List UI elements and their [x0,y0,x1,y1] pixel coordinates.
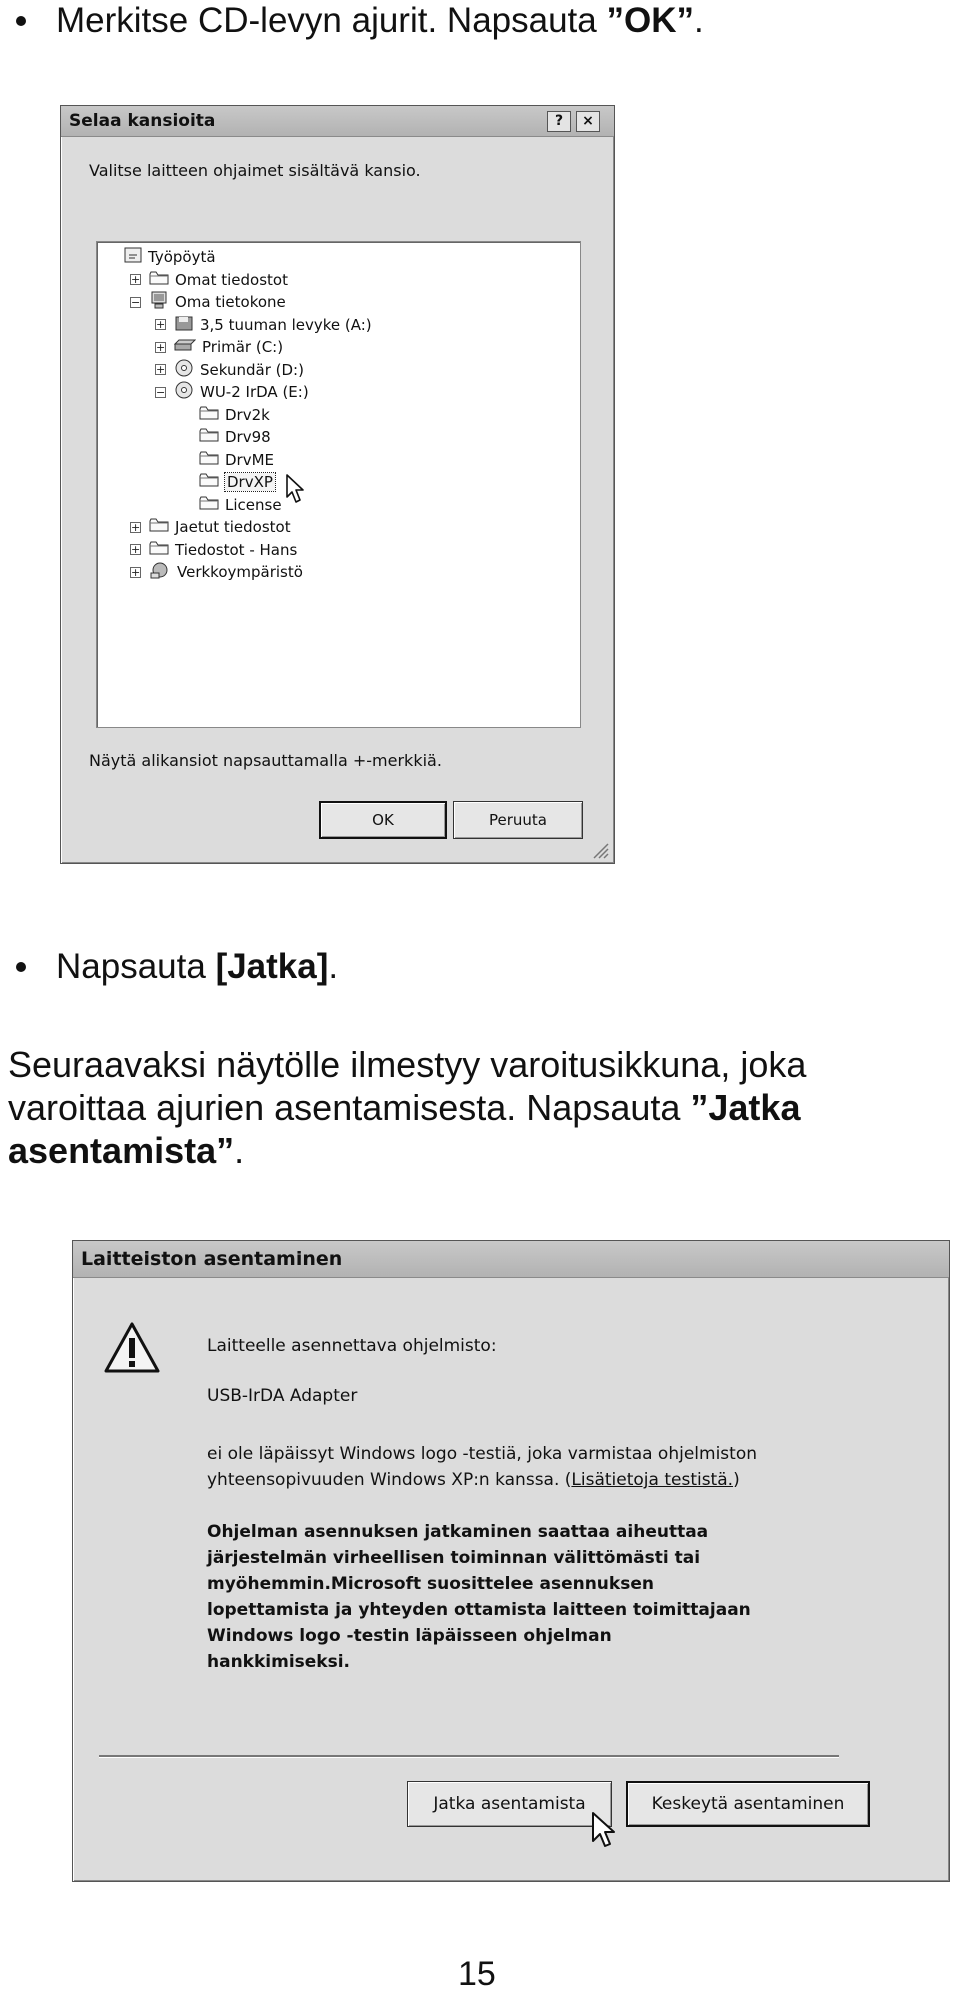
step2-suffix: . [328,947,339,986]
folder-icon [199,450,219,470]
cd-icon [174,380,194,404]
browse-folders-dialog [60,105,615,864]
step2-bullet [56,946,338,988]
folder-icon [199,405,219,425]
tree-item-label: WU-2 IrDA (E:) [200,383,309,401]
expand-icon[interactable]: + [131,543,141,556]
stop-install-button[interactable]: Keskeytä asentaminen [626,1781,870,1827]
warning-line: lopettamista ja yhteyden ottamista laitteen toimittajaan [207,1600,751,1620]
paragraph-bold: ”Jatka asentamista” [8,1087,801,1172]
tree-item[interactable] [180,449,274,471]
network-icon [149,561,171,583]
logo-test-line1: ei ole läpäissyt Windows logo -testiä, joka varmistaa ohjelmiston [207,1444,757,1464]
help-button[interactable]: ? [547,111,571,132]
warning-line: Ohjelman asennuksen jatkaminen saattaa aiheuttaa [207,1522,709,1542]
install-dialog-titlebar [73,1241,949,1278]
browse-instruction: Valitse laitteen ohjaimet sisältävä kansio. [89,161,421,180]
tree-item-label: Verkkoympäristö [177,563,303,581]
collapse-icon[interactable]: − [156,385,166,399]
paragraph-suffix: . [234,1130,245,1172]
tree-item-label: DrvXP [227,473,273,491]
warning-line: Windows logo -testin läpäisseen ohjelman [207,1626,612,1646]
tree-item-label: Oma tietokone [175,293,286,311]
tree-item[interactable] [180,404,270,426]
browse-dialog-titlebar [61,106,614,137]
warning-line: myöhemmin.Microsoft suosittelee asennuksen [207,1574,654,1594]
expand-icon[interactable]: + [156,340,166,354]
tree-item[interactable] [180,471,307,493]
folder-icon [149,540,169,560]
page-number: 15 [458,1955,496,1993]
tree-item-label: Drv98 [225,428,271,446]
tree-item[interactable] [180,426,271,448]
tree-item[interactable] [155,381,309,403]
folder-tree[interactable] [96,241,581,728]
hardware-install-dialog [72,1240,950,1882]
step2-text: Napsauta [56,947,216,986]
install-dialog-title: Laitteiston asentaminen [81,1248,343,1270]
software-label: Laitteelle asennettava ohjelmisto: [207,1336,497,1356]
tree-item[interactable] [130,516,291,538]
instruction-paragraph [8,1043,908,1173]
tree-item[interactable] [155,359,304,381]
tree-item-label: Drv2k [225,405,270,424]
tree-item-label: Tiedostot - Hans [175,540,298,559]
folder-icon [149,517,169,537]
mouse-cursor-icon [285,473,307,505]
computer-icon [149,291,169,313]
warning-line: hankkimiseksi. [207,1652,351,1672]
warning-line: järjestelmän virheellisen toiminnan välittömästi tai [207,1548,701,1568]
tree-item-label: 3,5 tuuman levyke (A:) [200,315,372,334]
test-info-link[interactable]: Lisätietoja testistä. [571,1470,734,1490]
tree-item[interactable] [130,561,303,583]
device-name: USB-IrDA Adapter [207,1386,358,1406]
tree-item[interactable] [130,539,297,561]
folder-icon [149,270,169,290]
tree-item[interactable] [130,269,288,291]
warning-icon [103,1321,161,1375]
step2-jatka-label: [Jatka] [215,947,329,986]
tree-item[interactable] [180,494,282,516]
browse-hint: Näytä alikansiot napsauttamalla +-merkkiä. [89,751,442,770]
cd-icon [174,358,194,382]
tree-item-label: Omat tiedostot [175,270,288,289]
step1-text: Merkitse CD-levyn ajurit. Napsauta [56,1,607,40]
folder-icon [199,495,219,515]
tree-item-label: License [225,495,282,514]
warning-text-block [207,1519,751,1675]
tree-item-label: DrvME [225,450,275,469]
step1-suffix: . [693,1,704,40]
tree-item-label: Sekundär (D:) [200,360,304,379]
expand-icon[interactable]: + [131,565,141,579]
continue-install-button[interactable]: Jatka asentamista [407,1781,612,1827]
folder-icon [199,472,219,492]
expand-icon[interactable]: + [156,318,166,331]
resize-grip-icon[interactable] [591,841,609,859]
collapse-icon[interactable]: − [131,295,141,309]
tree-item[interactable] [155,336,283,358]
expand-icon[interactable]: + [131,273,141,286]
browse-dialog-title: Selaa kansioita [69,111,216,131]
bullet-dot [16,16,26,26]
tree-item[interactable] [105,246,216,268]
step1-bullet [56,0,704,42]
tree-item[interactable] [130,291,286,313]
expand-icon[interactable]: + [156,363,166,376]
folder-icon [199,427,219,447]
ok-button[interactable]: OK [319,801,447,839]
drive-icon [174,338,196,356]
cancel-button[interactable]: Peruuta [453,801,583,839]
paragraph-text: Seuraavaksi näytölle ilmestyy varoitusikkuna, joka varoittaa ajurien asentamisesta. Napsauta [8,1044,807,1129]
floppy-icon [174,314,194,336]
tree-item-label: Työpöytä [148,248,216,266]
mouse-cursor-icon [591,1811,617,1849]
logo-test-text: yhteensopivuuden Windows XP:n kanssa. ( [207,1470,572,1490]
logo-test-line2 [207,1467,740,1493]
tree-item-label: Primär (C:) [202,338,284,356]
separator-line [99,1755,839,1758]
bullet-dot [16,962,26,972]
expand-icon[interactable]: + [131,520,141,534]
step1-ok-label: ”OK” [606,1,694,40]
close-button[interactable]: × [576,111,600,132]
tree-item-label: Jaetut tiedostot [175,518,291,536]
desktop-icon [124,247,142,267]
logo-test-suffix: ) [733,1470,740,1490]
tree-item[interactable] [155,314,372,336]
